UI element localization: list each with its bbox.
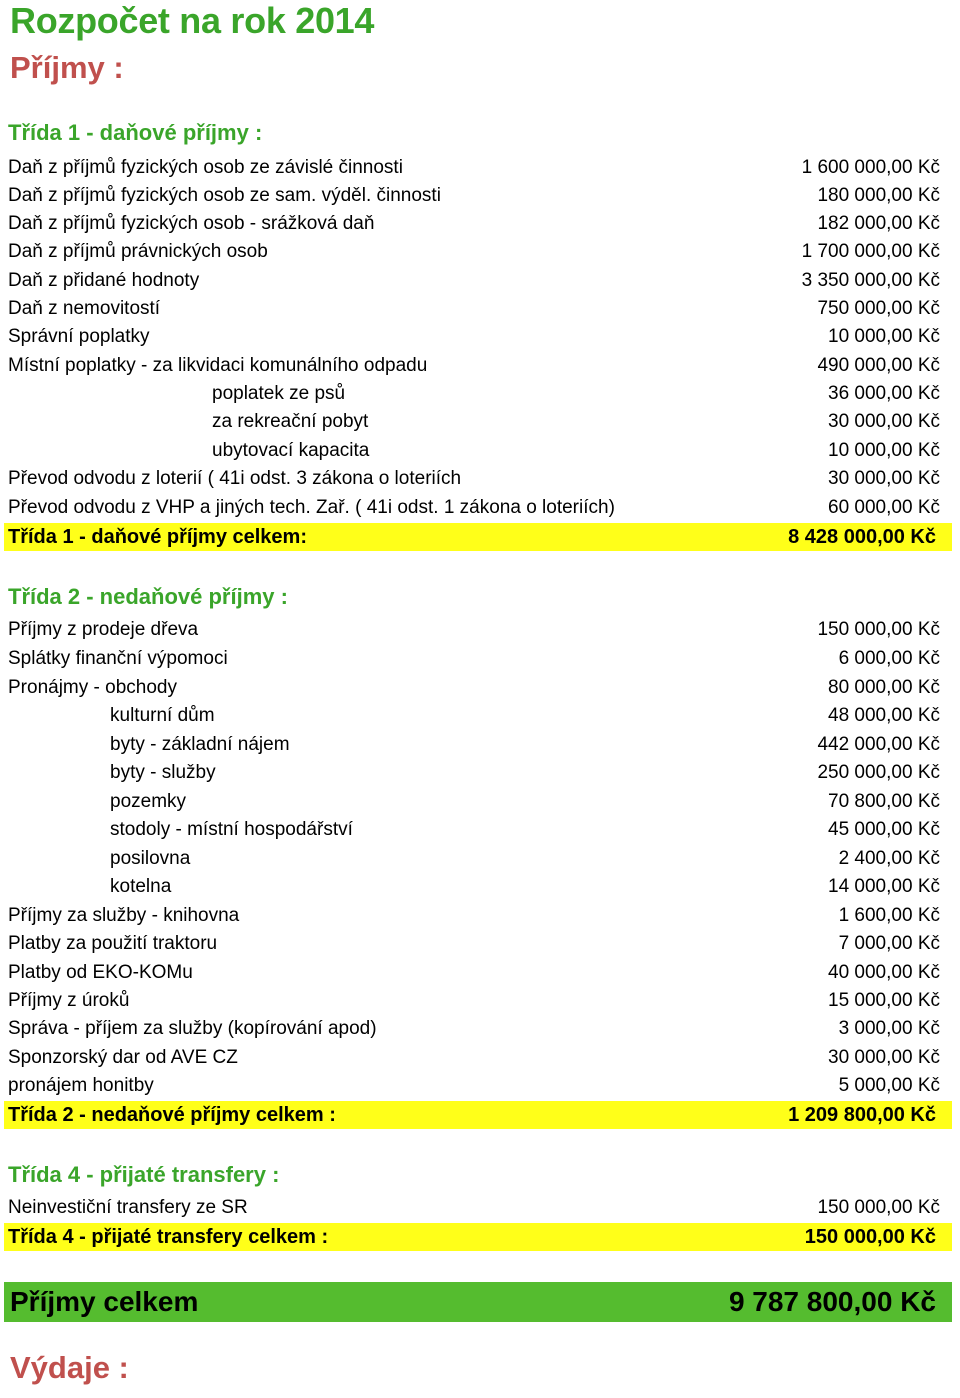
table-row xyxy=(0,437,960,465)
row-label: Daň z přidané hodnoty xyxy=(8,270,200,291)
table-row xyxy=(0,788,960,816)
table-row xyxy=(0,702,960,730)
row-value: 7 000,00 Kč xyxy=(838,933,940,954)
table-row xyxy=(0,352,960,380)
row-value: 10 000,00 Kč xyxy=(828,440,940,461)
total-value: 8 428 000,00 Kč xyxy=(788,526,936,548)
total-label: Třída 4 - přijaté transfery celkem : xyxy=(8,1226,329,1248)
row-label: Platby za použití traktoru xyxy=(8,933,218,954)
class4-total-row xyxy=(4,1223,952,1251)
table-row xyxy=(0,494,960,522)
row-value: 750 000,00 Kč xyxy=(817,298,940,319)
table-row xyxy=(0,930,960,958)
row-value: 30 000,00 Kč xyxy=(828,468,940,489)
row-label: Daň z příjmů fyzických osob ze sam. výděl. činnosti xyxy=(8,185,441,206)
table-row xyxy=(0,816,960,844)
table-row xyxy=(0,1072,960,1100)
table-row xyxy=(0,845,960,873)
row-value: 2 400,00 Kč xyxy=(838,848,940,869)
row-value: 250 000,00 Kč xyxy=(817,762,940,783)
row-value: 6 000,00 Kč xyxy=(838,648,940,669)
row-label: Příjmy za služby - knihovna xyxy=(8,905,240,926)
grand-total-row xyxy=(4,1282,952,1322)
row-label: ubytovací kapacita xyxy=(212,440,370,461)
page-title: Rozpočet na rok 2014 xyxy=(10,0,375,41)
table-row xyxy=(0,959,960,987)
table-row xyxy=(0,267,960,295)
class2-total-row xyxy=(4,1101,952,1129)
row-label: Platby od EKO-KOMu xyxy=(8,962,193,983)
row-value: 15 000,00 Kč xyxy=(828,990,940,1011)
row-value: 5 000,00 Kč xyxy=(838,1075,940,1096)
table-row xyxy=(0,731,960,759)
table-row xyxy=(0,295,960,323)
table-row xyxy=(0,1044,960,1072)
table-row xyxy=(0,1015,960,1043)
row-value: 1 600 000,00 Kč xyxy=(801,157,940,178)
row-value: 40 000,00 Kč xyxy=(828,962,940,983)
row-value: 70 800,00 Kč xyxy=(828,791,940,812)
row-value: 48 000,00 Kč xyxy=(828,705,940,726)
class1-total-row xyxy=(4,523,952,551)
row-label: Daň z příjmů fyzických osob ze závislé činnosti xyxy=(8,157,403,178)
table-row xyxy=(0,873,960,901)
table-row xyxy=(0,408,960,436)
table-row xyxy=(0,645,960,673)
row-value: 3 000,00 Kč xyxy=(838,1018,940,1039)
total-value: 1 209 800,00 Kč xyxy=(788,1104,936,1126)
total-label: Třída 2 - nedaňové příjmy celkem : xyxy=(8,1104,336,1126)
table-row xyxy=(0,902,960,930)
row-value: 490 000,00 Kč xyxy=(817,355,940,376)
row-label: Příjmy z prodeje dřeva xyxy=(8,619,199,640)
row-label: Pronájmy - obchody xyxy=(8,677,177,698)
row-label: Převod odvodu z loterií ( 41i odst. 3 zákona o loteriích xyxy=(8,468,462,489)
row-label: Převod odvodu z VHP a jiných tech. Zař. ( 41i odst. 1 zákona o loteriích) xyxy=(8,497,615,518)
table-row xyxy=(0,182,960,210)
row-value: 150 000,00 Kč xyxy=(817,1197,940,1218)
row-value: 60 000,00 Kč xyxy=(828,497,940,518)
row-label: kotelna xyxy=(110,876,172,897)
grand-total-value: 9 787 800,00 Kč xyxy=(728,1286,936,1317)
row-value: 3 350 000,00 Kč xyxy=(801,270,940,291)
row-label: byty - služby xyxy=(110,762,216,783)
row-value: 182 000,00 Kč xyxy=(817,213,940,234)
table-row xyxy=(0,674,960,702)
class1-heading: Třída 1 - daňové příjmy : xyxy=(8,120,263,145)
row-label: Daň z nemovitostí xyxy=(8,298,161,319)
row-label: kulturní dům xyxy=(110,705,215,726)
row-label: za rekreační pobyt xyxy=(212,411,369,432)
table-row xyxy=(0,323,960,351)
row-label: stodoly - místní hospodářství xyxy=(110,819,353,840)
table-row xyxy=(0,987,960,1015)
table-row xyxy=(0,465,960,493)
table-row xyxy=(0,616,960,644)
row-value: 1 700 000,00 Kč xyxy=(801,241,940,262)
row-label: Příjmy z úroků xyxy=(8,990,130,1011)
row-label: Správa - příjem za služby (kopírování apod) xyxy=(8,1018,377,1039)
class2-heading: Třída 2 - nedaňové příjmy : xyxy=(8,584,288,609)
row-value: 30 000,00 Kč xyxy=(828,1047,940,1068)
row-value: 442 000,00 Kč xyxy=(817,734,940,755)
row-label: Místní poplatky - za likvidaci komunálního odpadu xyxy=(8,355,428,376)
row-value: 45 000,00 Kč xyxy=(828,819,940,840)
row-label: pronájem honitby xyxy=(8,1075,154,1096)
row-value: 150 000,00 Kč xyxy=(817,619,940,640)
row-label: Splátky finanční výpomoci xyxy=(8,648,228,669)
row-label: Neinvestiční transfery ze SR xyxy=(8,1197,248,1218)
class4-heading: Třída 4 - přijaté transfery : xyxy=(8,1162,280,1187)
row-label: byty - základní nájem xyxy=(110,734,290,755)
row-value: 30 000,00 Kč xyxy=(828,411,940,432)
row-value: 14 000,00 Kč xyxy=(828,876,940,897)
table-row xyxy=(0,238,960,266)
row-value: 36 000,00 Kč xyxy=(828,383,940,404)
row-label: Daň z příjmů fyzických osob - srážková daň xyxy=(8,213,375,234)
table-row xyxy=(0,759,960,787)
row-value: 180 000,00 Kč xyxy=(817,185,940,206)
row-value: 80 000,00 Kč xyxy=(828,677,940,698)
row-label: Sponzorský dar od AVE CZ xyxy=(8,1047,238,1068)
row-label: Daň z příjmů právnických osob xyxy=(8,241,268,262)
row-label: posilovna xyxy=(110,848,191,869)
table-row xyxy=(0,380,960,408)
row-value: 10 000,00 Kč xyxy=(828,326,940,347)
row-value: 1 600,00 Kč xyxy=(838,905,940,926)
table-row xyxy=(0,210,960,238)
row-label: Správní poplatky xyxy=(8,326,150,347)
income-heading: Příjmy : xyxy=(10,50,124,85)
total-label: Třída 1 - daňové příjmy celkem: xyxy=(8,526,307,548)
total-value: 150 000,00 Kč xyxy=(804,1226,936,1248)
row-label: poplatek ze psů xyxy=(212,383,346,404)
grand-total-label: Příjmy celkem xyxy=(10,1286,199,1317)
table-row xyxy=(0,154,960,182)
table-row xyxy=(0,1194,960,1222)
expense-heading: Výdaje : xyxy=(10,1350,129,1385)
row-label: pozemky xyxy=(110,791,187,812)
